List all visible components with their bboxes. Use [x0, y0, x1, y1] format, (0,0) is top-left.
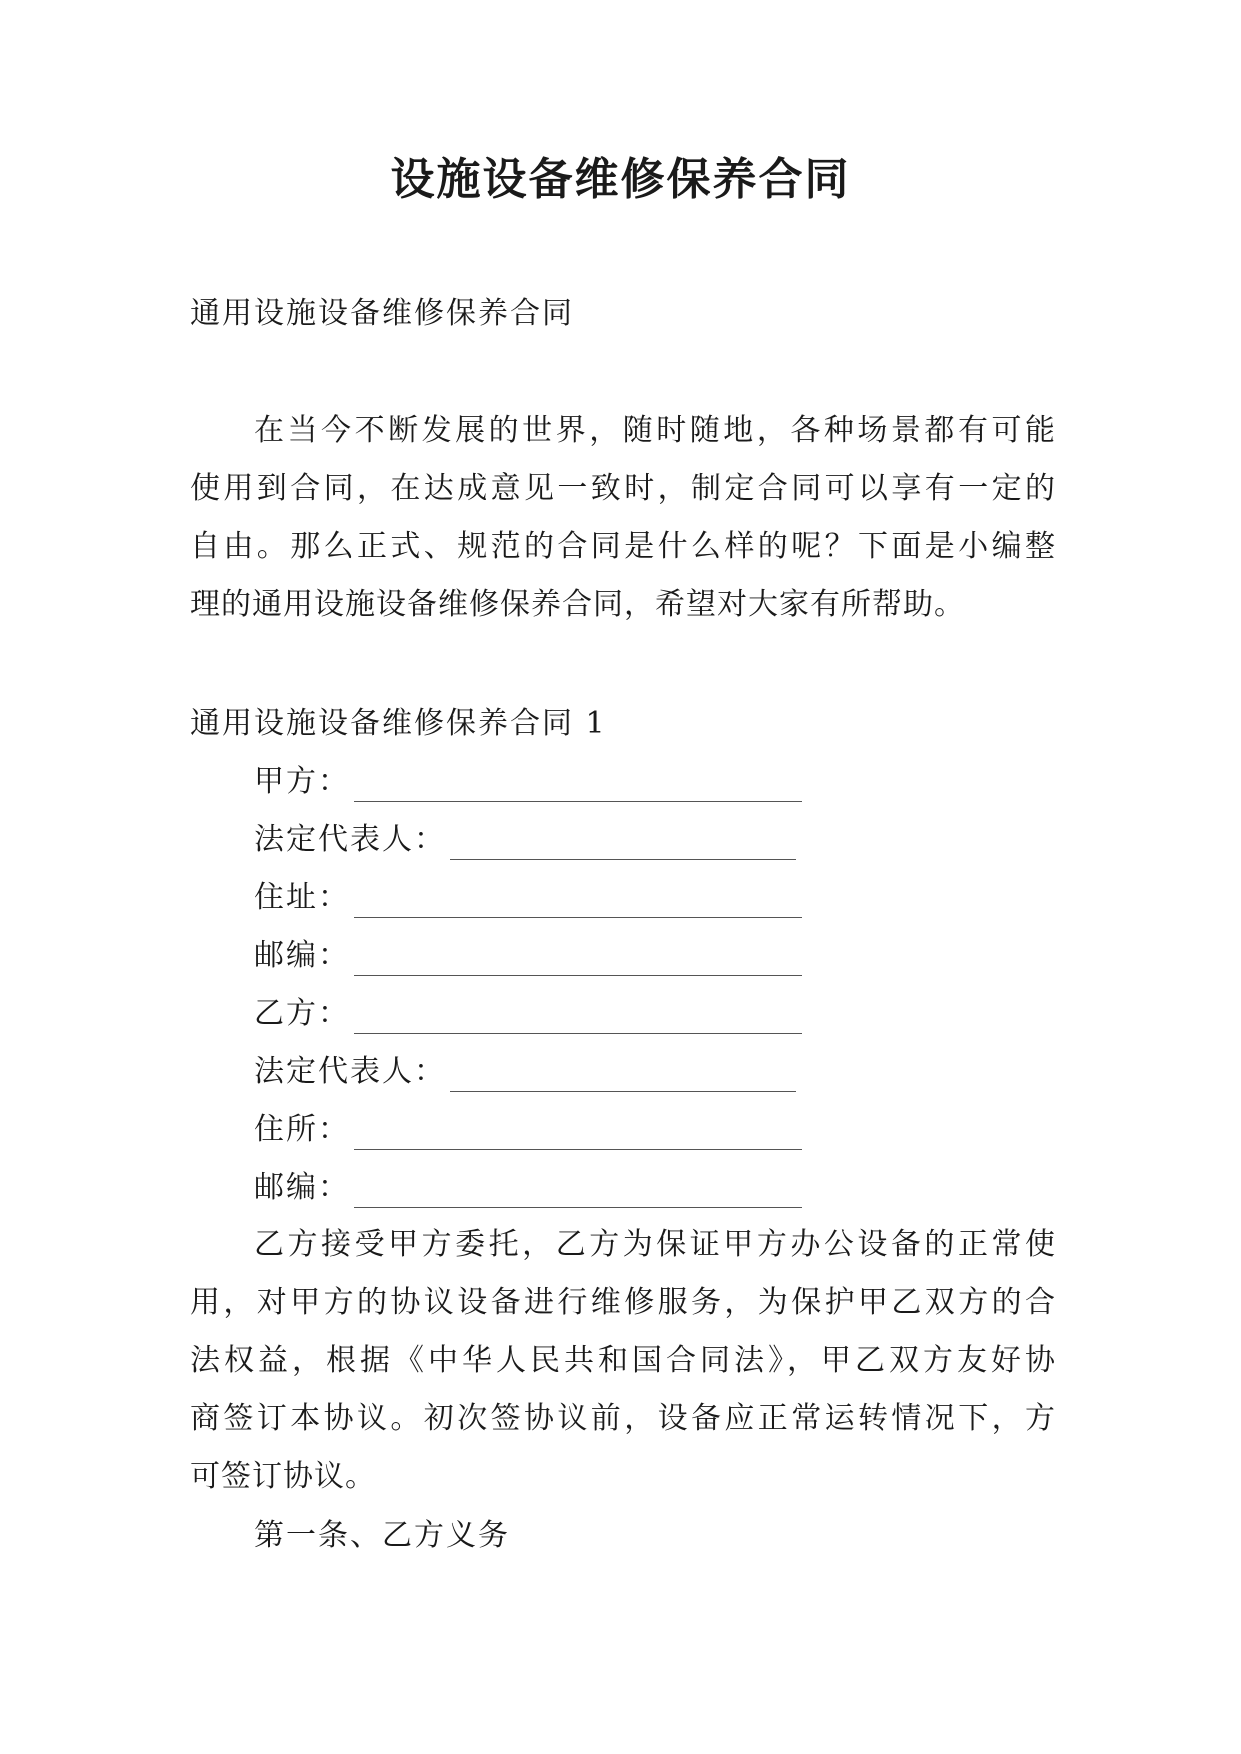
party-a-field	[254, 762, 802, 802]
party-a-postcode-field	[254, 936, 802, 976]
document-title: 设施设备维修保养合同	[390, 154, 851, 205]
fill-in-blank	[354, 1003, 802, 1034]
paragraph-line: 在当今不断发展的世界，随时随地，各种场景都有可能	[254, 413, 1056, 448]
party-b-representative-field	[254, 1052, 796, 1092]
fill-in-blank	[354, 1119, 802, 1150]
field-label: 邮编：	[254, 1170, 350, 1205]
paragraph-line: 使用到合同，在达成意见一致时，制定合同可以享有一定的	[190, 471, 1056, 506]
fill-in-blank	[450, 1061, 796, 1092]
paragraph-line: 法权益，根据《中华人民共和国合同法》，甲乙双方友好协	[190, 1343, 1056, 1378]
party-b-field	[254, 994, 802, 1034]
paragraph-line: 自由。那么正式、规范的合同是什么样的呢？下面是小编整	[190, 529, 1056, 564]
section-heading: 通用设施设备维修保养合同 1	[190, 706, 607, 741]
field-label: 住所：	[254, 1112, 350, 1147]
field-label: 法定代表人：	[254, 1054, 446, 1089]
party-a-representative-field	[254, 820, 796, 860]
paragraph-line: 理的通用设施设备维修保养合同，希望对大家有所帮助。	[190, 587, 965, 622]
field-label: 甲方：	[254, 764, 350, 799]
party-b-address-field	[254, 1110, 802, 1150]
intro-paragraph	[190, 402, 1056, 634]
field-label: 住址：	[254, 880, 350, 915]
field-label: 法定代表人：	[254, 822, 446, 857]
paragraph-line: 乙方接受甲方委托，乙方为保证甲方办公设备的正常使	[254, 1227, 1056, 1262]
paragraph-line: 商签订本协议。初次签协议前，设备应正常运转情况下，方	[190, 1401, 1056, 1436]
paragraph-line: 可签订协议。	[190, 1459, 376, 1494]
fill-in-blank	[354, 771, 802, 802]
article-heading: 第一条、乙方义务	[254, 1518, 510, 1553]
fill-in-blank	[354, 1177, 802, 1208]
fill-in-blank	[450, 829, 796, 860]
fill-in-blank	[354, 945, 802, 976]
field-label: 邮编：	[254, 938, 350, 973]
party-b-postcode-field	[254, 1168, 802, 1208]
party-a-address-field	[254, 878, 802, 918]
fill-in-blank	[354, 887, 802, 918]
field-label: 乙方：	[254, 996, 350, 1031]
document-subtitle: 通用设施设备维修保养合同	[190, 296, 574, 331]
agreement-paragraph	[190, 1216, 1056, 1506]
paragraph-line: 用，对甲方的协议设备进行维修服务，为保护甲乙双方的合	[190, 1285, 1056, 1320]
